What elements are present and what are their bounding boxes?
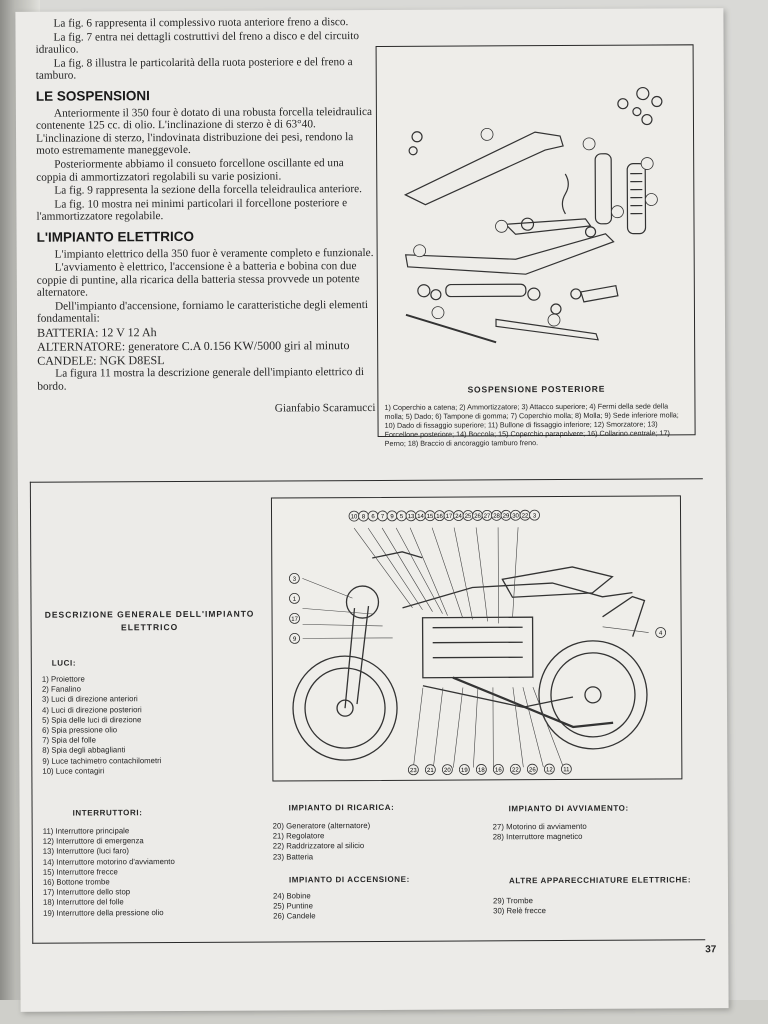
list-item: 10) Luce contagiri <box>42 766 105 776</box>
list-item: 6) Spia pressione olio <box>42 725 118 735</box>
svg-text:15: 15 <box>426 513 434 521</box>
list-item: 29) Trombe <box>493 896 533 906</box>
list-item: 22) Raddrizzatore al silicio <box>272 841 365 851</box>
paragraph: La fig. 8 illustra le particolarità della ruota posteriore e del freno a tamburo. <box>35 55 353 83</box>
list-item: 3) Luci di direzione anteriori <box>41 694 138 705</box>
callout-top <box>454 511 464 521</box>
callout-bottom <box>493 764 503 774</box>
callout-top <box>482 510 492 520</box>
callout-top <box>530 510 540 520</box>
callout-top <box>511 510 521 520</box>
magazine-page <box>15 8 728 1012</box>
callout-top <box>397 511 407 521</box>
svg-text:14: 14 <box>417 514 424 521</box>
svg-text:7: 7 <box>380 514 385 521</box>
callout-top <box>444 511 454 521</box>
list-item: 23) Batteria <box>272 851 314 862</box>
list-item: 28) Interruttore magnetico <box>492 832 583 842</box>
svg-text:17: 17 <box>291 616 298 623</box>
list-item: 25) Puntine <box>273 901 313 911</box>
section-heading-impianto-elettrico: L'IMPIANTO ELETTRICO <box>36 228 195 245</box>
callout-bottom <box>425 765 435 775</box>
svg-text:16: 16 <box>495 767 502 774</box>
motorcycle-cutaway-diagram <box>271 495 682 781</box>
callout-bottom <box>527 764 537 774</box>
altre-list <box>493 896 546 917</box>
svg-text:9: 9 <box>390 514 394 521</box>
electrical-description-title: DESCRIZIONE GENERALE DELL'IMPIANTO ELETTRICO <box>44 608 255 633</box>
list-item: 5) Spia delle luci di direzione <box>42 715 142 725</box>
callout-top <box>378 511 388 521</box>
article-column <box>35 16 375 417</box>
svg-text:26: 26 <box>474 513 481 520</box>
luci-list <box>42 674 162 777</box>
svg-text:24: 24 <box>455 513 462 520</box>
luci-heading: LUCI: <box>51 658 77 668</box>
list-item: 2) Fanalino <box>41 684 81 694</box>
paragraph: Posteriormente abbiamo il consueto forcellone oscillante ed una coppia di ammortizzatori regolabili su varie posizioni. <box>36 157 344 184</box>
paragraph: La figura 11 mostra la descrizione generale dell'impianto elettrico di bordo. <box>37 366 365 393</box>
svg-text:9: 9 <box>292 636 297 643</box>
ricarica-heading: IMPIANTO DI RICARICA: <box>288 802 395 813</box>
svg-text:11: 11 <box>563 767 570 774</box>
list-item: 27) Motorino di avviamento <box>492 821 587 832</box>
svg-text:20: 20 <box>444 767 451 774</box>
list-item: 19) Interruttore della pressione olio <box>43 907 164 918</box>
paragraph: Dell'impianto d'accensione, forniamo le caratteristiche degli elementi fondamentali: <box>36 298 369 326</box>
list-item: 20) Generatore (alternatore) <box>272 821 371 831</box>
figure-caption-text: 1) Coperchio a catena; 2) Ammortizzatore; 3) Attacco superiore; 4) Fermi della sede della molla; 5) Dado; 6) Tampone di gomma; 7) Coperchio molla; 8) Molla; 9) Sede inferiore molla; 10) Dado di fissaggio superiore; 11) Bullone di fissaggio inferiore; 12) Smorzatore; 13) Forcellone posteriore; 14) Boccola; 15) Coperchio parapolvere; 16) Collarino centrale; 17) Perno; 18) Braccio di ancoraggio tamburo freno. <box>384 401 679 448</box>
list-item: 15) Interruttore frecce <box>42 867 118 877</box>
list-item: 16) Bottone trombe <box>42 877 110 887</box>
paragraph: La fig. 6 rappresenta il complessivo ruota anteriore freno a disco. <box>53 16 349 30</box>
svg-text:27: 27 <box>483 513 491 520</box>
callout-top <box>435 511 445 521</box>
paragraph: La fig. 9 rappresenta la sezione della forcella teleidraulica anteriore. <box>54 183 363 197</box>
svg-text:29: 29 <box>502 513 510 520</box>
svg-text:6: 6 <box>371 514 375 521</box>
callout-top <box>492 510 502 520</box>
list-item: 30) Relè frecce <box>493 906 546 916</box>
callout-top <box>406 511 416 521</box>
avviamento-list <box>493 822 587 843</box>
callout-top <box>359 511 369 521</box>
list-item: 13) Interruttore (luci faro) <box>42 846 130 857</box>
paragraph: Anteriormente il 350 four è dotato di una robusta forcella teleidraulica contenente 125 cc. di olio. L'inclinazione di sterzo è di 63°40. L'inclinazione di sterzo, l'indovinata distribuzione dei pesi, rendono la moto estremamente maneggevole. <box>35 105 373 158</box>
list-item: 9) Luce tachimetro contachilometri <box>42 755 162 766</box>
svg-text:10: 10 <box>350 514 358 521</box>
section-heading-sospensioni: LE SOSPENSIONI <box>35 88 150 104</box>
figure-caption-title: SOSPENSIONE POSTERIORE <box>467 383 606 395</box>
callout-top <box>368 511 378 521</box>
svg-text:18: 18 <box>478 767 485 774</box>
svg-text:21: 21 <box>427 767 434 775</box>
list-item: 14) Interruttore motorino d'avviamento <box>42 856 175 867</box>
svg-text:30: 30 <box>512 513 519 520</box>
accensione-list <box>273 891 316 922</box>
callout-top <box>463 510 473 520</box>
rear-suspension-figure <box>376 44 696 448</box>
callout-top <box>425 511 435 521</box>
svg-text:3: 3 <box>292 576 297 583</box>
callout-top <box>387 511 397 521</box>
callout-top <box>473 510 483 520</box>
callout-bottom <box>442 765 452 775</box>
page-number: 37 <box>705 944 717 956</box>
svg-text:22: 22 <box>521 513 529 520</box>
list-item: 11) Interruttore principale <box>42 826 130 836</box>
svg-text:22: 22 <box>512 767 519 774</box>
paragraph: La fig. 7 entra nei dettagli costruttivi del freno a disco e del circuito idraulico. <box>35 29 360 56</box>
callout-bottom <box>408 765 418 775</box>
list-item: 4) Luci di direzione posteriori <box>42 704 142 715</box>
svg-text:4: 4 <box>658 630 663 637</box>
callout-top <box>501 510 511 520</box>
paragraph: L'impianto elettrico della 350 fuor è veramente completo e funzionale. <box>54 246 374 261</box>
svg-text:3: 3 <box>532 513 537 520</box>
svg-text:19: 19 <box>461 767 468 774</box>
interruttori-heading: INTERRUTTORI: <box>72 808 143 818</box>
motorcycle-drawing <box>272 496 681 780</box>
callout-right <box>656 627 666 637</box>
callout-bottom <box>544 764 554 774</box>
electrical-system-figure <box>30 478 705 944</box>
svg-text:28: 28 <box>493 513 500 520</box>
svg-text:13: 13 <box>407 514 415 521</box>
altre-heading: ALTRE APPARECCHIATURE ELETTRICHE: <box>508 875 692 886</box>
callout-left <box>290 633 300 643</box>
author-byline: Gianfabio Scaramucci <box>274 401 376 415</box>
list-item: 7) Spia del folle <box>42 735 96 745</box>
avviamento-heading: IMPIANTO DI AVVIAMENTO: <box>508 803 629 814</box>
svg-text:16: 16 <box>436 513 443 520</box>
callout-left <box>289 593 299 603</box>
rear-suspension-exploded-drawing <box>385 53 687 375</box>
svg-text:17: 17 <box>445 513 453 520</box>
spec-alternator: ALTERNATORE: generatore C.A 0.156 KW/5000 giri al minuto <box>37 337 350 354</box>
callout-left <box>289 573 299 583</box>
ricarica-list <box>273 821 371 862</box>
list-item: 12) Interruttore di emergenza <box>42 836 144 846</box>
list-item: 18) Interruttore del folle <box>43 897 124 908</box>
list-item: 1) Proiettore <box>41 674 85 684</box>
spec-battery: BATTERIA: 12 V 12 Ah <box>37 325 157 340</box>
spec-spark-plugs: CANDELE: NGK D8ESL <box>37 352 165 368</box>
paragraph: La fig. 10 mostra nei minimi particolari il forcellone posteriore e l'ammortizzatore regolabile. <box>36 196 348 224</box>
svg-text:8: 8 <box>361 514 366 521</box>
callout-bottom <box>561 764 571 774</box>
svg-text:23: 23 <box>410 768 417 775</box>
callout-bottom <box>510 764 520 774</box>
interruttori-list <box>43 826 175 919</box>
callout-top <box>349 511 359 521</box>
svg-text:26: 26 <box>529 767 536 774</box>
svg-text:25: 25 <box>464 513 472 520</box>
list-item: 17) Interruttore dello stop <box>42 887 131 897</box>
callout-bottom <box>476 764 486 774</box>
list-item: 21) Regolatore <box>272 831 325 841</box>
callout-bottom <box>459 764 469 774</box>
svg-text:12: 12 <box>546 767 553 774</box>
list-item: 26) Candele <box>273 911 316 921</box>
callout-top <box>520 510 530 520</box>
callout-left <box>290 613 300 623</box>
accensione-heading: IMPIANTO DI ACCENSIONE: <box>288 874 410 885</box>
svg-text:1: 1 <box>292 596 297 603</box>
svg-text:5: 5 <box>399 514 404 521</box>
list-item: 8) Spia degli abbaglianti <box>42 745 126 756</box>
list-item: 24) Bobine <box>272 891 311 901</box>
paragraph: L'avviamento è elettrico, l'accensione è a batteria e bobina con due coppie di puntine, alla ricarica della batteria stessa provvede un potente alternatore. <box>36 260 360 300</box>
callout-top <box>416 511 426 521</box>
